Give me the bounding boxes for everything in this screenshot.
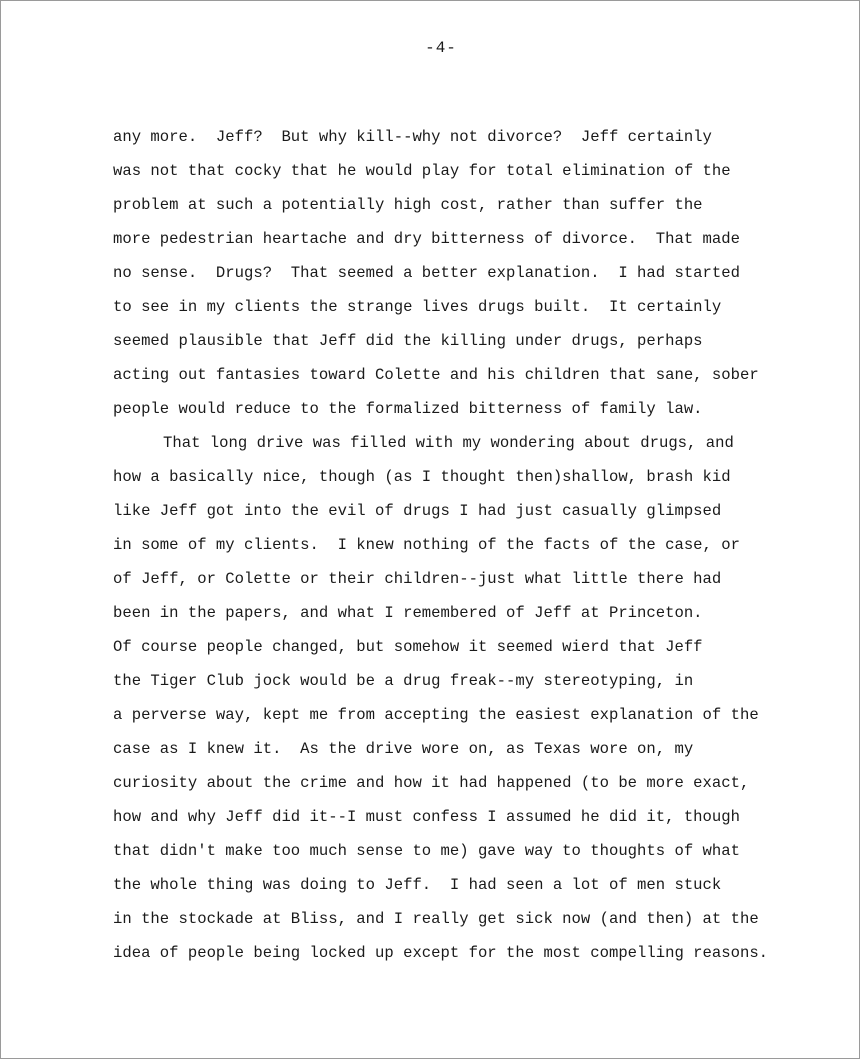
text-line-14: of Jeff, or Colette or their children--just what little there had: [113, 570, 722, 588]
text-line-2: was not that cocky that he would play for total elimination of the: [113, 162, 731, 180]
text-line-21: how and why Jeff did it--I must confess I assumed he did it, though: [113, 808, 740, 826]
text-line-7: seemed plausible that Jeff did the killing under drugs, perhaps: [113, 332, 703, 350]
text-line-19: case as I knew it. As the drive wore on, as Texas wore on, my: [113, 740, 694, 758]
text-line-23: the whole thing was doing to Jeff. I had seen a lot of men stuck: [113, 876, 722, 894]
text-line-10: That long drive was filled with my wondering about drugs, and: [163, 434, 734, 452]
text-line-8: acting out fantasies toward Colette and his children that sane, sober: [113, 366, 759, 384]
page-number: -4-: [425, 39, 457, 57]
text-line-13: in some of my clients. I knew nothing of the facts of the case, or: [113, 536, 740, 554]
text-line-18: a perverse way, kept me from accepting the easiest explanation of the: [113, 706, 759, 724]
text-line-25: idea of people being locked up except for the most compelling reasons.: [113, 944, 769, 962]
text-line-3: problem at such a potentially high cost, rather than suffer the: [113, 196, 703, 214]
text-line-9: people would reduce to the formalized bitterness of family law.: [113, 400, 703, 418]
text-line-24: in the stockade at Bliss, and I really get sick now (and then) at the: [113, 910, 759, 928]
text-line-5: no sense. Drugs? That seemed a better explanation. I had started: [113, 264, 740, 282]
text-line-22: that didn't make too much sense to me) gave way to thoughts of what: [113, 842, 740, 860]
text-line-12: like Jeff got into the evil of drugs I had just casually glimpsed: [113, 502, 722, 520]
text-line-4: more pedestrian heartache and dry bitterness of divorce. That made: [113, 230, 740, 248]
text-line-16: Of course people changed, but somehow it seemed wierd that Jeff: [113, 638, 703, 656]
text-line-6: to see in my clients the strange lives drugs built. It certainly: [113, 298, 722, 316]
text-line-1: any more. Jeff? But why kill--why not divorce? Jeff certainly: [113, 128, 712, 146]
text-line-20: curiosity about the crime and how it had happened (to be more exact,: [113, 774, 750, 792]
text-line-15: been in the papers, and what I remembered of Jeff at Princeton.: [113, 604, 703, 622]
text-line-17: the Tiger Club jock would be a drug freak--my stereotyping, in: [113, 672, 694, 690]
text-line-11: how a basically nice, though (as I thought then)shallow, brash kid: [113, 468, 731, 486]
